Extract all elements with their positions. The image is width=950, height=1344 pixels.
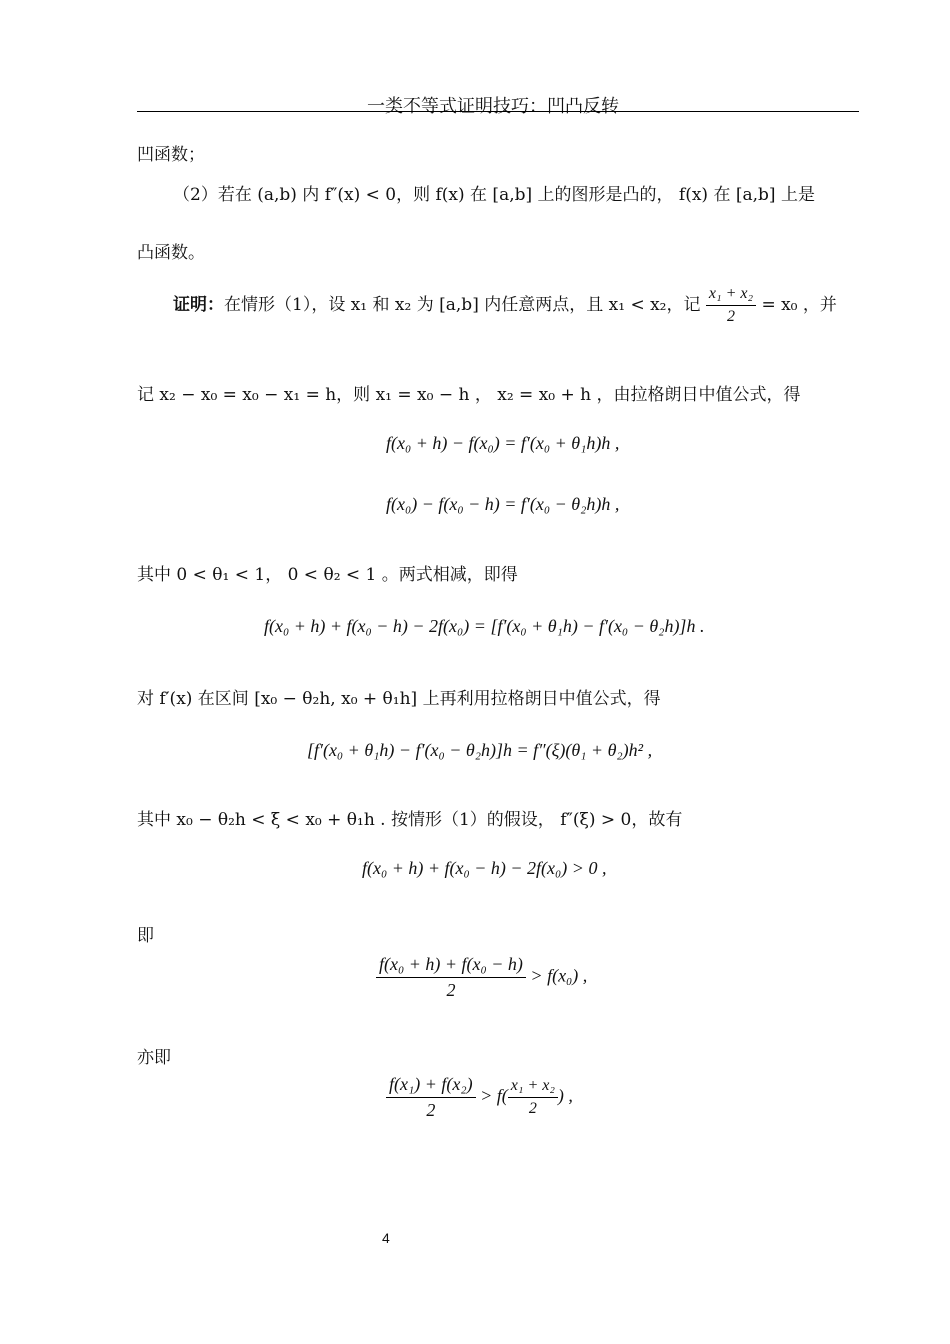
equation-1: f(x₀ + h) − f(x₀) = f′(x₀ + θ₁h)h , xyxy=(386,433,620,453)
header-rule xyxy=(137,111,859,112)
proof-text: 在情形（1），设 x₁ 和 x₂ 为 [a,b] 内任意两点，且 x₁ < x₂，记 xyxy=(224,295,701,315)
equation-2: f(x₀) − f(x₀ − h) = f′(x₀ − θ₂h)h , xyxy=(386,494,620,514)
page-number: 4 xyxy=(382,1230,390,1246)
equation-4: [f′(x₀ + θ₁h) − f′(x₀ − θ₂h)]h = f″(ξ)(θ₁ + θ₂)h² , xyxy=(307,740,653,760)
text-line-7: 对 f′(x) 在区间 [x₀ − θ₂h, x₀ + θ₁h] 上再利用拉格朗日中值公式，得 xyxy=(137,689,661,709)
equation-7-end: ) , xyxy=(557,1085,573,1106)
equation-7-inner-denominator: 2 xyxy=(528,1100,537,1117)
equation-7-fraction xyxy=(386,1074,476,1121)
text-line-6: 其中 0 < θ₁ < 1， 0 < θ₂ < 1 。两式相减，即得 xyxy=(137,565,518,585)
text-line-2: （2）若在 (a,b) 内 f″(x) < 0，则 f(x) 在 [a,b] 上的图形是凸的， f(x) 在 [a,b] 上是 xyxy=(173,185,815,205)
equation-6-fraction xyxy=(376,954,526,1001)
proof-text-end: = x₀ ，并 xyxy=(761,295,837,315)
equation-3: f(x₀ + h) + f(x₀ − h) − 2f(x₀) = [f′(x₀ + θ₁h) − f′(x₀ − θ₂h)]h . xyxy=(264,616,705,636)
text-line-5: 记 x₂ − x₀ = x₀ − x₁ = h，则 x₁ = x₀ − h ， x₂ = x₀ + h ，由拉格朗日中值公式，得 xyxy=(137,385,801,405)
text-line-9: 即 xyxy=(137,926,154,946)
equation-7-numerator: f(x₁) + f(x₂) xyxy=(386,1074,476,1098)
equation-7-inner-fraction xyxy=(508,1077,558,1118)
equation-7-inner-numerator: x₁ + x₂ xyxy=(508,1077,558,1098)
page-header-title: 一类不等式证明技巧：凹凸反转 xyxy=(367,96,619,117)
text-line-3: 凸函数。 xyxy=(137,243,205,263)
midpoint-fraction xyxy=(706,285,756,326)
fraction-numerator: x₁ + x₂ xyxy=(706,285,756,306)
equation-7-middle: > f( xyxy=(480,1085,508,1106)
text-line-8: 其中 x₀ − θ₂h < ξ < x₀ + θ₁h . 按情形（1）的假设， f″(ξ) > 0，故有 xyxy=(137,810,683,830)
fraction-denominator: 2 xyxy=(726,308,735,325)
equation-5: f(x₀ + h) + f(x₀ − h) − 2f(x₀) > 0 , xyxy=(362,858,607,878)
proof-label: 证明： xyxy=(173,295,224,315)
equation-6-denominator: 2 xyxy=(446,980,456,1000)
equation-7-denominator: 2 xyxy=(426,1100,436,1120)
text-line-1: 凹函数； xyxy=(137,145,205,165)
proof-line xyxy=(173,285,837,326)
text-line-10: 亦即 xyxy=(137,1048,171,1068)
equation-6 xyxy=(376,954,587,1001)
equation-6-numerator: f(x₀ + h) + f(x₀ − h) xyxy=(376,954,526,978)
equation-7 xyxy=(386,1074,573,1121)
equation-6-rhs: > f(x₀) , xyxy=(530,965,588,986)
